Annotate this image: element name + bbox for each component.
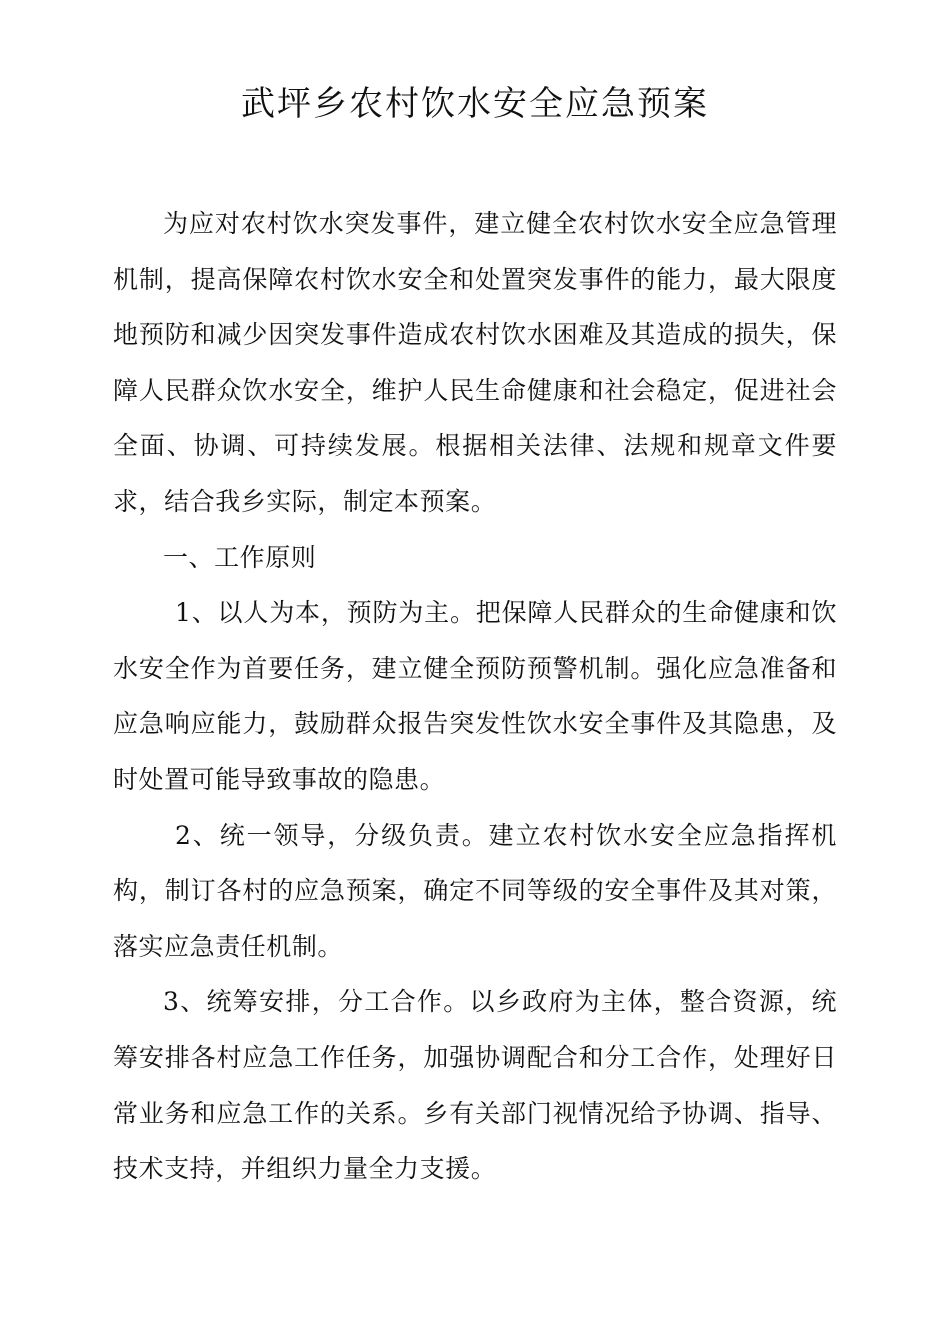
section-heading-principles: 一、工作原则 bbox=[163, 542, 317, 572]
document-title: 武坪乡农村饮水安全应急预案 bbox=[241, 84, 709, 124]
principle-1-paragraph: 1、以人为本，预防为主。把保障人民群众的生命健康和饮水安全作为首要任务，建立健全预防预警机制。强化应急准备和应急响应能力，鼓励群众报告突发性饮水安全事件及其隐患，及时处置可能导致事故的隐患。 bbox=[113, 598, 837, 794]
intro-paragraph: 为应对农村饮水突发事件，建立健全农村饮水安全应急管理机制，提高保障农村饮水安全和处置突发事件的能力，最大限度地预防和减少因突发事件造成农村饮水困难及其造成的损失，保障人民群众饮水安全，维护人民生命健康和社会稳定，促进社会全面、协调、可持续发展。根据相关法律、法规和规章文件要求，结合我乡实际，制定本预案。 bbox=[113, 209, 837, 516]
document-body bbox=[113, 196, 837, 1197]
principle-3-paragraph: 3、统筹安排，分工合作。以乡政府为主体，整合资源，统筹安排各村应急工作任务，加强协调配合和分工合作，处理好日常业务和应急工作的关系。乡有关部门视情况给予协调、指导、技术支持，并组织力量全力支援。 bbox=[113, 987, 837, 1184]
principle-2-paragraph: 2、统一领导，分级负责。建立农村饮水安全应急指挥机构，制订各村的应急预案，确定不同等级的安全事件及其对策，落实应急责任机制。 bbox=[113, 820, 837, 961]
